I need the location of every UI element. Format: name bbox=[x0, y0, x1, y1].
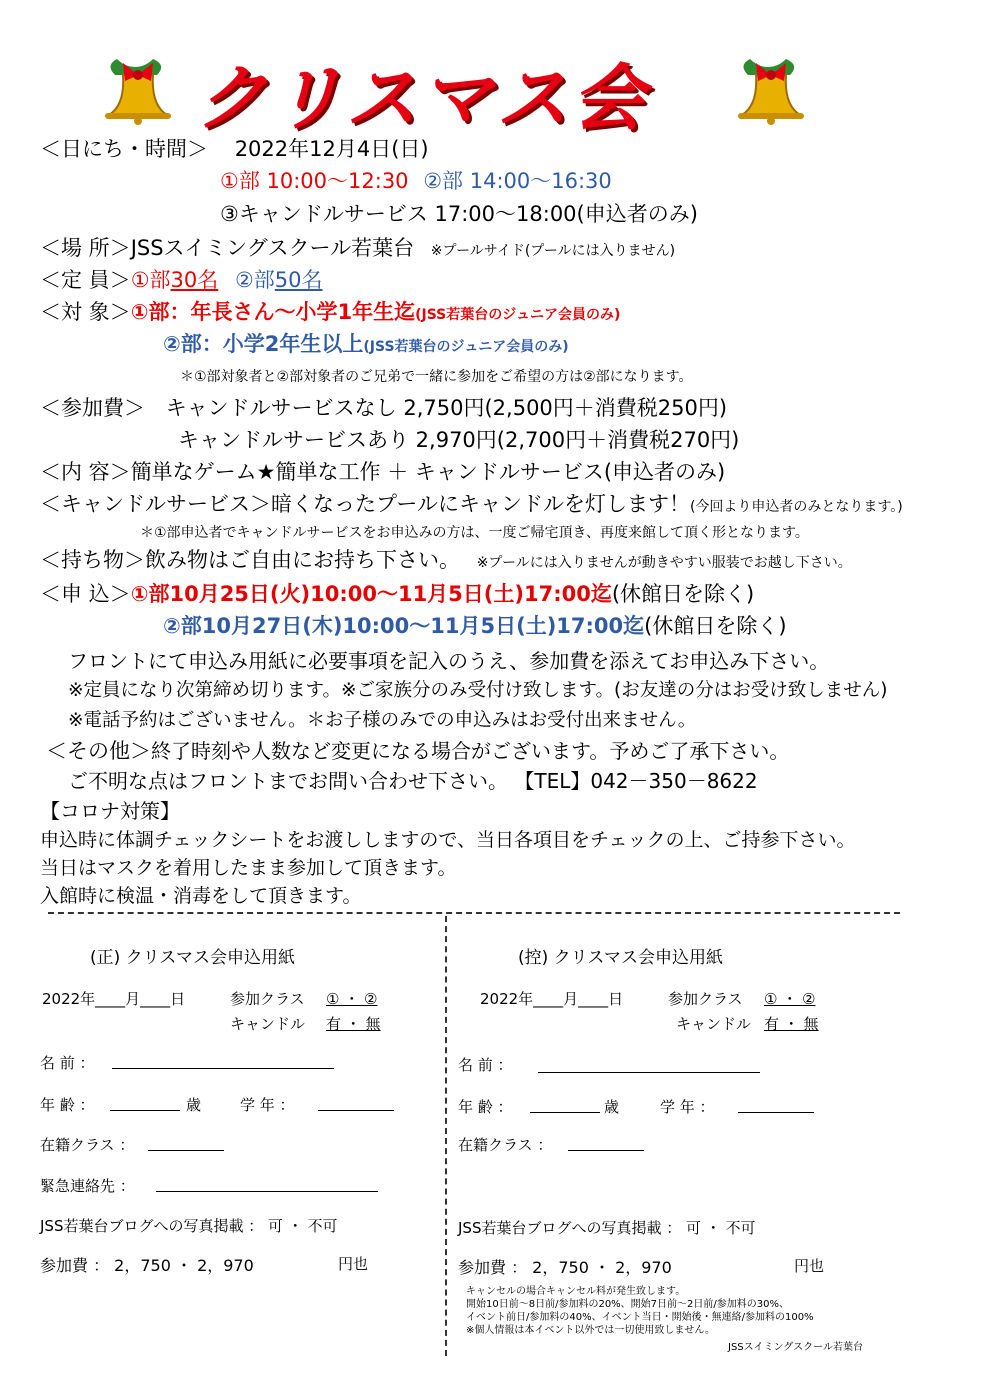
place-value: JSSスイミングスクール若葉台 bbox=[130, 236, 415, 260]
corona-line3: 入館時に検温・消毒をして頂きます。 bbox=[40, 885, 362, 907]
candle-value: 暗くなったプールにキャンドルを灯します！ bbox=[271, 492, 690, 516]
target-p1-note: (JSS若葉台のジュニア会員のみ) bbox=[415, 307, 621, 323]
other-row bbox=[46, 735, 789, 765]
christmas-bell-icon bbox=[728, 45, 818, 125]
capacity-p1: 30名 bbox=[170, 268, 219, 292]
form-left-emergency-field[interactable] bbox=[156, 1191, 378, 1192]
form-left-age-unit: 歳 bbox=[186, 1096, 202, 1114]
cancel-policy bbox=[466, 1285, 814, 1337]
form-left-grade-label: 学 年 ： bbox=[240, 1096, 295, 1114]
place-label: ＜場 所＞ bbox=[40, 236, 131, 260]
cancel-line-2: 開始10日前～8日前/参加料の20%、開始7日前～2日前/参加料の30%、 bbox=[466, 1299, 790, 1310]
place-row bbox=[40, 232, 675, 262]
time-part2: ②部 14:00～16:30 bbox=[423, 169, 612, 193]
other-value: 終了時刻や人数など変更になる場合がございます。予めご了承下さい。 bbox=[151, 739, 790, 763]
capacity-p2: 50名 bbox=[274, 268, 323, 292]
form-right-class-label: 参加クラス bbox=[668, 990, 743, 1008]
apply-row-2 bbox=[163, 610, 787, 640]
form-right-candle-options[interactable]: 有 ・ 無 bbox=[764, 1015, 819, 1033]
form-left-age-field[interactable] bbox=[110, 1110, 180, 1111]
form-right-fee: 参加費 ： 2，750 ・ 2，970 bbox=[458, 1258, 672, 1277]
form-right-name-field[interactable] bbox=[538, 1072, 760, 1073]
fee-line2: キャンドルサービスあり 2,970円(2,700円＋消費税270円) bbox=[178, 428, 740, 452]
form-left-class-options[interactable]: ① ・ ② bbox=[326, 990, 378, 1008]
bring-label: ＜持ち物＞ bbox=[40, 548, 145, 572]
corona-label: 【コロナ対策】 bbox=[40, 799, 180, 823]
form-right-class-field[interactable] bbox=[568, 1150, 644, 1151]
content-value: 簡単なゲーム★簡単な工作 ＋ キャンドルサービス(申込者のみ) bbox=[130, 460, 726, 484]
apply-p1-tail: (休館日を除く) bbox=[611, 582, 755, 606]
form-left-class-label-2: 在籍クラス ： bbox=[40, 1136, 135, 1154]
target-p2: ②部：小学2年生以上 bbox=[163, 332, 364, 356]
capacity-p1-prefix: ①部 bbox=[130, 268, 171, 292]
target-note: ＊①部対象者と②部対象者のご兄弟で一緒に参加をご希望の方は②部になります。 bbox=[180, 369, 693, 385]
corona-line1: 申込時に体調チェックシートをお渡ししますので、当日各項目をチェックの上、ご持参下さい。 bbox=[40, 829, 856, 851]
form-right-grade-label: 学 年 ： bbox=[660, 1098, 715, 1116]
form-left-title: (正) クリスマス会申込用紙 bbox=[90, 948, 295, 968]
target-label: ＜対 象＞ bbox=[40, 300, 131, 324]
content-label: ＜内 容＞ bbox=[40, 460, 131, 484]
apply-line2: ※定員になり次第締め切ります。※ご家族分のみ受付け致します。(お友達の分はお受け致しません) bbox=[68, 680, 888, 701]
apply-label: ＜申 込＞ bbox=[40, 582, 131, 606]
organization-name: JSSスイミングスクール若葉台 bbox=[728, 1342, 863, 1353]
form-left-name-label: 名 前 ： bbox=[40, 1054, 95, 1072]
form-left-date: 2022年____月____日 bbox=[42, 990, 186, 1008]
christmas-bell-icon bbox=[95, 45, 185, 125]
cancel-line-1: キャンセルの場合キャンセル料が発生致します。 bbox=[466, 1286, 686, 1297]
fee-label: ＜参加費＞ bbox=[40, 396, 145, 420]
form-right-grade-field[interactable] bbox=[738, 1112, 814, 1113]
bring-row bbox=[40, 544, 852, 574]
candle-small: (今回より申込者のみとなります。) bbox=[689, 499, 903, 515]
form-right-age-unit: 歳 bbox=[604, 1098, 620, 1116]
cancel-line-4: ※個人情報は本イベント以外では一切使用致しません。 bbox=[466, 1325, 715, 1336]
target-row-2 bbox=[163, 328, 569, 358]
capacity-p2-prefix: ②部 bbox=[234, 268, 275, 292]
apply-row-1 bbox=[40, 578, 754, 608]
form-left-grade-field[interactable] bbox=[318, 1110, 394, 1111]
date-label: ＜日にち・時間＞ bbox=[40, 137, 208, 161]
form-left-blog: JSS若葉台ブログへの写真掲載 ： 可 ・ 不可 bbox=[40, 1217, 338, 1235]
form-right-blog: JSS若葉台ブログへの写真掲載 ： 可 ・ 不可 bbox=[458, 1219, 756, 1237]
candle-row bbox=[40, 488, 903, 518]
target-p1: ①部：年長さん～小学1年生迄 bbox=[130, 300, 416, 324]
candle-note: ＊①部申込者でキャンドルサービスをお申込みの方は、一度ご帰宅頂き、再度来館して頂く形となります。 bbox=[140, 525, 809, 541]
form-left-age-label: 年 齢 ： bbox=[40, 1096, 95, 1114]
date-row bbox=[40, 133, 429, 163]
bring-note: ※プールには入りませんが動きやすい服装でお越し下さい。 bbox=[476, 555, 852, 571]
form-right-age-field[interactable] bbox=[530, 1112, 600, 1113]
form-right-class-label-2: 在籍クラス ： bbox=[458, 1136, 553, 1154]
apply-line3: ※電話予約はございません。＊お子様のみでの申込みはお受付出来ません。 bbox=[68, 710, 697, 731]
form-left-fee-unit: 円也 bbox=[338, 1255, 369, 1273]
apply-line1: フロントにて申込み用紙に必要事項を記入のうえ、参加費を添えてお申込み下さい。 bbox=[68, 649, 830, 673]
bring-value: 飲み物はご自由にお持ち下さい。 bbox=[145, 548, 460, 572]
form-right-candle-label: キャンドル bbox=[676, 1015, 752, 1033]
form-right-fee-unit: 円也 bbox=[794, 1257, 825, 1275]
other-tel: ご不明な点はフロントまでお問い合わせ下さい。 【TEL】042－350－8622 bbox=[68, 769, 758, 793]
place-note: ※プールサイド(プールには入りません) bbox=[430, 243, 676, 259]
apply-p1: ①部10月25日(火)10:00～11月5日(土)17:00迄 bbox=[130, 582, 612, 606]
form-right-name-label: 名 前 ： bbox=[458, 1056, 513, 1074]
cut-line-vertical bbox=[445, 916, 447, 1356]
target-row-1 bbox=[40, 296, 620, 326]
time-part1: ①部 10:00～12:30 bbox=[220, 169, 409, 193]
cancel-line-3: イベント前日/参加料の40%、イベント当日・開始後・無連絡/参加料の100% bbox=[466, 1312, 814, 1323]
candle-label: ＜キャンドルサービス＞ bbox=[40, 492, 271, 516]
form-left-candle-options[interactable]: 有 ・ 無 bbox=[326, 1015, 381, 1033]
form-right-date: 2022年____月____日 bbox=[480, 990, 624, 1008]
page-title: クリスマス会 bbox=[195, 56, 649, 140]
date-value: 2022年12月4日(日) bbox=[234, 137, 429, 161]
target-p2-note: (JSS若葉台のジュニア会員のみ) bbox=[363, 339, 569, 355]
capacity-label: ＜定 員＞ bbox=[40, 268, 131, 292]
fee-row-1 bbox=[40, 392, 727, 422]
corona-line2: 当日はマスクを着用したまま参加して頂きます。 bbox=[40, 857, 457, 879]
time-row-2: ③キャンドルサービス 17:00～18:00(申込者のみ) bbox=[220, 202, 698, 226]
capacity-row bbox=[40, 264, 323, 294]
form-left-name-field[interactable] bbox=[112, 1068, 334, 1069]
form-right-age-label: 年 齢 ： bbox=[458, 1098, 513, 1116]
apply-p2-tail: (休館日を除く) bbox=[644, 614, 787, 638]
form-right-class-options[interactable]: ① ・ ② bbox=[764, 990, 816, 1008]
content-row bbox=[40, 456, 725, 486]
fee-line1: キャンドルサービスなし 2,750円(2,500円＋消費税250円) bbox=[165, 396, 728, 420]
cut-line-horizontal bbox=[48, 912, 900, 914]
form-left-class-field[interactable] bbox=[148, 1150, 224, 1151]
time-row-1 bbox=[220, 165, 612, 195]
apply-p2: ②部10月27日(木)10:00～11月5日(土)17:00迄 bbox=[163, 614, 645, 638]
form-right-title: (控) クリスマス会申込用紙 bbox=[518, 948, 723, 968]
form-left-candle-label: キャンドル bbox=[230, 1015, 306, 1033]
form-left-emergency-label: 緊急連絡先 ： bbox=[40, 1177, 135, 1195]
form-left-class-label: 参加クラス bbox=[230, 990, 305, 1008]
other-label: ＜その他＞ bbox=[46, 739, 151, 763]
form-left-fee: 参加費 ： 2，750 ・ 2，970 bbox=[40, 1256, 254, 1275]
